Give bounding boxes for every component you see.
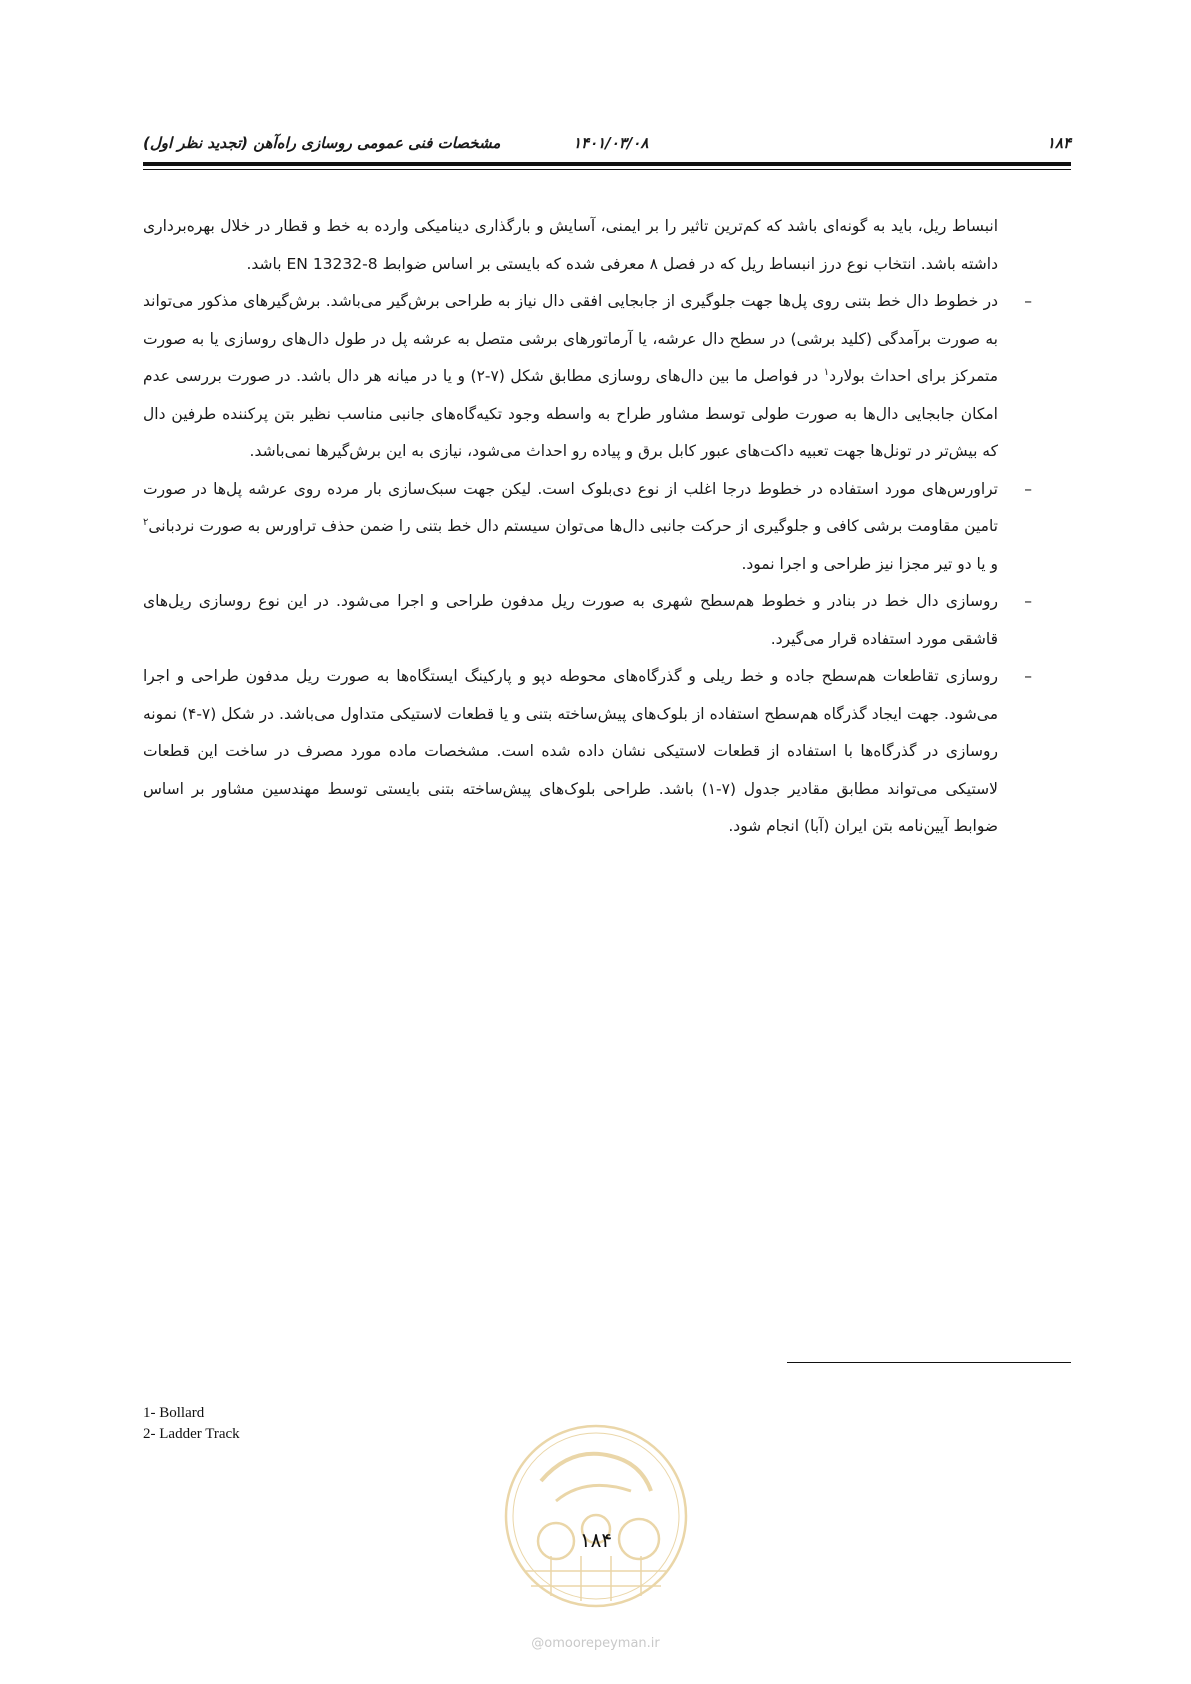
bullet-dash: – <box>1024 292 1032 310</box>
bullet-paragraph <box>143 583 1032 658</box>
body-text <box>143 208 1032 846</box>
footnote-marker: ۱ <box>823 366 830 378</box>
paragraph-text: تراورس‌های مورد استفاده در خطوط درجا اغلب از نوع دی‌بلوک است. لیکن جهت سبک‌سازی بار مرده روی عرشه پل‌ها در صورت تامین مقاومت برشی کافی و جلوگیری از حرکت جانبی دال‌ها می‌توان سیستم دال خط بتنی را ضمن حذف تراورس به صورت نردبانی <box>143 479 998 535</box>
bullet-dash: – <box>1024 592 1032 610</box>
paragraph-text: در خطوط دال خط بتنی روی پل‌ها جهت جلوگیری از جابجایی افقی دال نیاز به طراحی برش‌گیر می‌باشد. برش‌گیرهای مذکور می‌تواند به صورت برآمدگی (کلید برشی) در سطح دال عرشه، یا آرماتورهای برشی متصل به عرشه پل در طول دال‌های روسازی یا به صورت متمرکز برای احداث بولارد <box>143 292 999 385</box>
page-header <box>143 128 1071 158</box>
paragraph-text: و یا دو تیر مجزا نیز طراحی و اجرا نمود. <box>741 554 998 573</box>
header-page-number: ۱۸۴ <box>1046 134 1071 152</box>
paragraph-text: در فواصل ما بین دال‌های روسازی مطابق شکل (۷-۲) و یا در میانه هر دال باشد. در صورت بررسی عدم امکان جابجایی دال‌ها به صورت طولی توسط مشاور طراح به واسطه وجود تکیه‌گاه‌های جانبی مناسب نظیر بتن پرکننده طرفین دال که بیش‌تر در تونل‌ها جهت تعبیه داکت‌های عبور کابل برق و پیاده رو احداث می‌شود، نیازی به این برش‌گیرها نمی‌باشد. <box>143 367 998 460</box>
footnotes <box>143 1403 240 1445</box>
bullet-dash: – <box>1024 667 1032 685</box>
bullet-paragraph <box>143 283 1032 471</box>
paragraph-text: انبساط ریل، باید به گونه‌ای باشد که کم‌ترین تاثیر را بر ایمنی، آسایش و بارگذاری دینامیکی وارده به خط و قطار در خلال بهره‌برداری داشته باشد. انتخاب نوع درز انبساط ریل که در فصل ۸ معرفی شده که بایستی بر اساس ضوابط EN 13232-8 باشد. <box>143 217 998 273</box>
watermark-url: @omoorepeyman.ir <box>531 1636 660 1651</box>
paragraph-text: روسازی تقاطعات هم‌سطح جاده و خط ریلی و گذرگاه‌های محوطه دپو و پارکینگ ایستگاه‌ها به صورت ریل مدفون طراحی و اجرا می‌شود. جهت ایجاد گذرگاه هم‌سطح استفاده از بلوک‌های پیش‌ساخته بتنی و یا قطعات لاستیکی متداول می‌باشد. در شکل (۷-۴) نمونه روسازی در گذرگاه‌ها با استفاده از قطعات لاستیکی نشان داده شده است. مشخصات ماده مورد مصرف در ساخت این قطعات لاستیکی می‌تواند مطابق مقادیر جدول (۷-۱) باشد. طراحی بلوک‌های پیش‌ساخته بتنی بایستی توسط مهندسین مشاور بر اساس ضوابط آیین‌نامه بتن ایران (آبا) انجام شود. <box>143 667 998 835</box>
bullet-paragraph <box>143 471 1032 584</box>
footnote-1: 1- Bollard <box>143 1405 205 1421</box>
footnote-marker: ۲ <box>143 516 149 528</box>
publisher-seal-watermark <box>501 1421 691 1611</box>
footnote-2: 2- Ladder Track <box>143 1426 240 1442</box>
header-rule-thin <box>143 169 1071 170</box>
paragraph <box>143 208 998 283</box>
stamp-page-number: ۱۸۴ <box>579 1528 613 1552</box>
header-title: مشخصات فنی عمومی روسازی راه‌آهن (تجدید نظر اول) <box>143 134 501 152</box>
bullet-dash: – <box>1024 479 1032 498</box>
paragraph-text: روسازی دال خط در بنادر و خطوط هم‌سطح شهری به صورت ریل مدفون طراحی و اجرا می‌شود. در این نوع روسازی ریل‌های قاشقی مورد استفاده قرار می‌گیرد. <box>143 592 998 648</box>
bullet-paragraph <box>143 658 1032 846</box>
footnote-separator <box>787 1362 1071 1363</box>
header-date: ۱۴۰۱/۰۳/۰۸ <box>573 134 649 152</box>
header-rule-thick <box>143 162 1071 166</box>
